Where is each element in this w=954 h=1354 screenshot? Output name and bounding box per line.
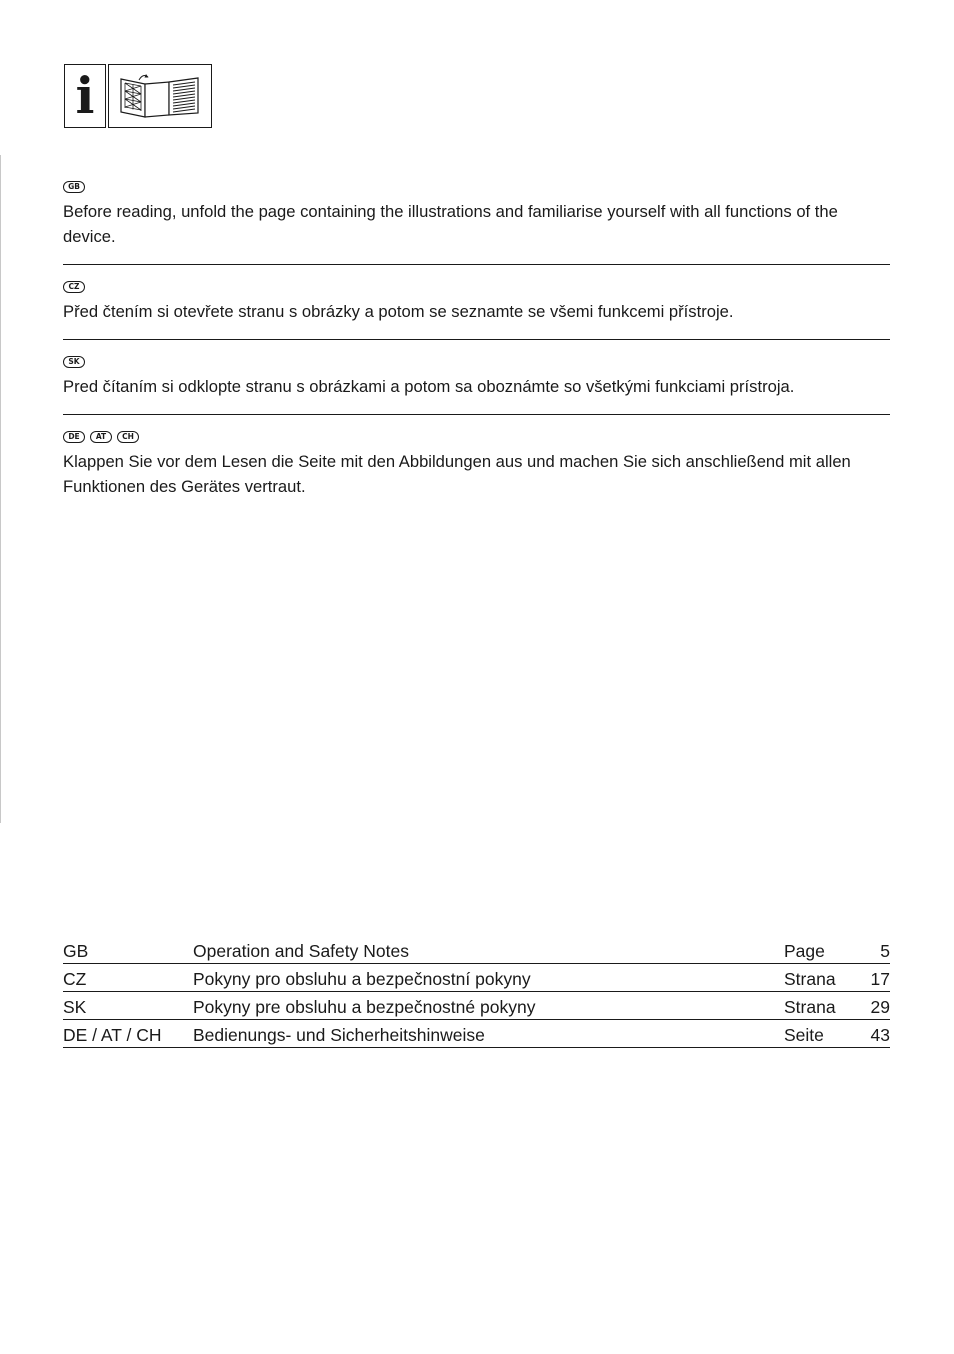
toc-code: CZ — [63, 964, 193, 992]
unfold-page-illustration — [109, 65, 210, 126]
toc-page-number: 17 — [850, 964, 890, 992]
section-text-de-at-ch: Klappen Sie vor dem Lesen die Seite mit den Abbildungen aus und machen Sie sich anschließend mit allen Funktionen des Gerätes vertraut. — [63, 452, 851, 496]
country-badge-sk: SK — [63, 356, 85, 368]
section-gb — [63, 181, 890, 249]
toc-page-word: Seite — [784, 1020, 850, 1048]
toc-row[interactable] — [63, 992, 890, 1020]
section-text-gb: Before reading, unfold the page containing the illustrations and familiarise yourself with all functions of the device. — [63, 202, 838, 246]
table-of-contents — [63, 936, 890, 1048]
toc-title: Bedienungs- und Sicherheitshinweise — [193, 1020, 784, 1048]
section-de-at-ch — [63, 431, 890, 499]
toc-page-word: Page — [784, 936, 850, 964]
country-badge-ch: CH — [117, 431, 139, 443]
toc-title: Operation and Safety Notes — [193, 936, 784, 964]
section-divider — [63, 339, 890, 340]
toc-row[interactable] — [63, 1020, 890, 1048]
toc-code: SK — [63, 992, 193, 1020]
toc-page-number: 5 — [850, 936, 890, 964]
toc-code: DE / AT / CH — [63, 1020, 193, 1048]
toc-title: Pokyny pro obsluhu a bezpečnostní pokyny — [193, 964, 784, 992]
section-divider — [63, 414, 890, 415]
toc-row[interactable] — [63, 964, 890, 992]
toc-page-number: 43 — [850, 1020, 890, 1048]
toc-page-number: 29 — [850, 992, 890, 1020]
country-badge-de: DE — [63, 431, 85, 443]
country-badges — [63, 356, 890, 370]
country-badges — [63, 431, 890, 445]
section-cz — [63, 281, 890, 324]
toc-title: Pokyny pre obsluhu a bezpečnostné pokyny — [193, 992, 784, 1020]
section-text-sk: Pred čítaním si odklopte stranu s obrázkami a potom sa oboznámte so všetkými funkciami prístroja. — [63, 377, 795, 396]
toc-code: GB — [63, 936, 193, 964]
info-letter: i — [75, 66, 95, 125]
section-divider — [63, 264, 890, 265]
country-badge-at: AT — [90, 431, 112, 443]
country-badges — [63, 281, 890, 295]
country-badge-gb: GB — [63, 181, 85, 193]
section-text-cz: Před čtením si otevřete stranu s obrázky a potom se seznamte se všemi funkcemi přístroje. — [63, 302, 734, 321]
country-badge-cz: CZ — [63, 281, 85, 293]
section-sk — [63, 356, 890, 399]
toc-page-word: Strana — [784, 992, 850, 1020]
toc-page-word: Strana — [784, 964, 850, 992]
page-edge-line — [0, 155, 1, 823]
toc-row[interactable] — [63, 936, 890, 964]
info-icon — [64, 64, 106, 128]
unfold-page-icon — [108, 64, 212, 128]
country-badges — [63, 181, 890, 195]
